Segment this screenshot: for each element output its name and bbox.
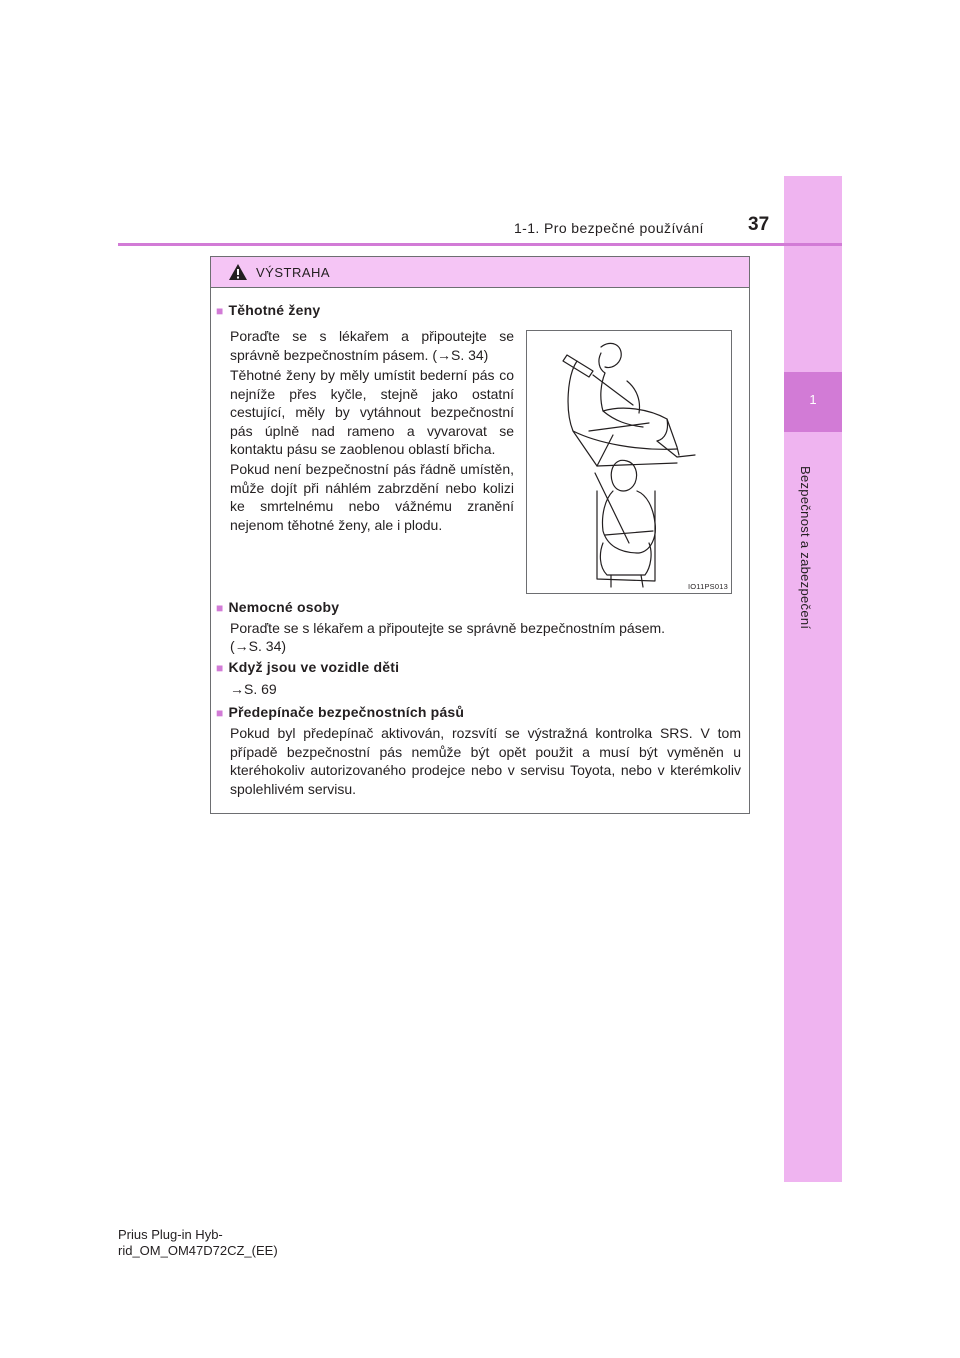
heading-children: ■ Když jsou ve vozidle děti [216, 659, 399, 675]
footer-line-2: rid_OM_OM47D72CZ_(EE) [118, 1243, 278, 1258]
chapter-label: Bezpečnost a zabezpečení [798, 466, 813, 630]
section-title: 1-1. Pro bezpečné používání [514, 220, 704, 236]
paragraph-pregnant-2: Těhotné ženy by měly umístit bederní pás co nejníže přes kyčle, stejně jako ostatní cestující, měly by vytáhnout bezpečnostní pás úplně nad rameno a vyvarovat se kontaktu pásu se zaoblenou oblastí břicha. [230, 367, 514, 457]
paragraph-pregnant-3: Pokud není bezpečnostní pás řádně umístěn, může dojít při náhlém zabrzdění nebo kolizi ke smrtelnému nebo vážnému zranění nejenom těhotné ženy, ale i plodu. [230, 461, 514, 533]
sick-persons-line-2: (→S. 34) [230, 638, 287, 654]
seatbelt-illustration [526, 330, 732, 594]
header-rule [118, 243, 842, 246]
chapter-side-band [784, 176, 842, 1182]
heading-pretensioners: ■ Předepínače bezpečnostních pásů [216, 704, 464, 720]
children-reference: →S. 69 [230, 681, 277, 697]
heading-sick-persons: ■ Nemocné osoby [216, 599, 339, 615]
warning-triangle-icon [228, 263, 248, 281]
paragraph-pregnant-1: Poraďte se s lékařem a připoutejte se správně bezpečnostním pásem. (→S. 34) [230, 328, 514, 363]
heading-pregnant-women: ■ Těhotné ženy [216, 302, 320, 318]
sick-persons-line-1: Poraďte se s lékařem a připoutejte se správně bezpečnostním pásem. [230, 620, 666, 636]
pregnant-passenger-seatbelt-icon [527, 331, 731, 593]
page-number: 37 [748, 214, 770, 235]
footer-line-1: Prius Plug-in Hyb- [118, 1227, 223, 1242]
warning-header [211, 257, 749, 288]
warning-title: VÝSTRAHA [256, 265, 331, 280]
chapter-number: 1 [809, 392, 817, 407]
paragraph-pretensioners: Pokud byl předepínač aktivován, rozsvítí se výstražná kontrolka SRS. V tom případě bezpečnostní pás nemůže být opět použit a musí být vyměněn u kteréhokoliv autorizovaného prodejce nebo v servisu Toyota, nebo v kterémkoliv spolehlivém servisu. [230, 725, 741, 797]
document-footer [118, 1227, 278, 1259]
figure-code: IO11PS013 [687, 582, 728, 591]
